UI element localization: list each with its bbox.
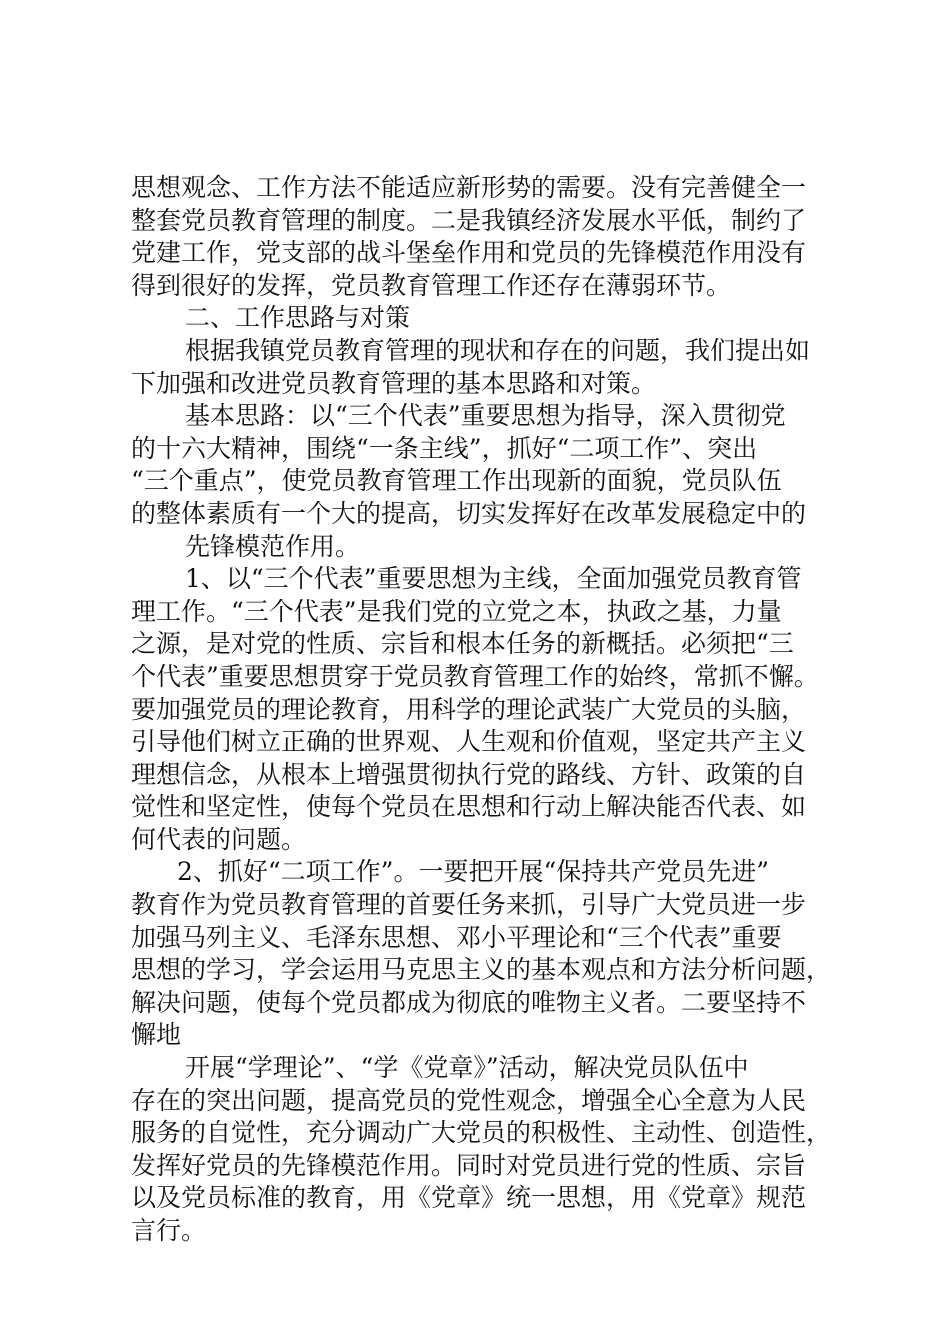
text-line: 二、工作思路与对策 — [185, 303, 411, 333]
text-line: 根据我镇党员教育管理的现状和存在的问题，我们提出如 — [185, 335, 811, 365]
text-line: 之源，是对党的性质、宗旨和根本任务的新概括。必须把“三 — [131, 629, 794, 659]
text-line: 发挥好党员的先锋模范作用。同时对党员进行党的性质、宗旨 — [131, 1150, 807, 1180]
text-line: 以及党员标准的教育，用《党章》统一思想，用《党章》规范 — [131, 1183, 807, 1213]
text-line: 下加强和改进党员教育管理的基本思路和对策。 — [131, 368, 657, 398]
text-line: 要加强党员的理论教育，用科学的理论武装广大党员的头脑， — [131, 694, 807, 724]
text-line: 党建工作，党支部的战斗堡垒作用和党员的先锋模范作用没有 — [131, 238, 807, 268]
document-body — [131, 172, 851, 1248]
text-line: 懈地 — [131, 1020, 182, 1050]
text-line: 觉性和坚定性，使每个党员在思想和行动上解决能否代表、如 — [131, 792, 807, 822]
text-line: 整套党员教育管理的制度。二是我镇经济发展水平低，制约了 — [131, 205, 807, 235]
text-line: 存在的突出问题，提高党员的党性观念，增强全心全意为人民 — [131, 1085, 807, 1115]
text-line: 的十六大精神，围绕“一条主线”，抓好“二项工作”、突出 — [131, 433, 758, 463]
text-line: 基本思路：以“三个代表”重要思想为指导，深入贯彻党 — [185, 401, 786, 431]
text-line: 引导他们树立正确的世界观、人生观和价值观，坚定共产主义 — [131, 727, 807, 757]
text-line: 解决问题，使每个党员都成为彻底的唯物主义者。二要坚持不 — [131, 987, 807, 1017]
text-line: 加强马列主义、毛泽东思想、邓小平理论和“三个代表”重要 — [131, 922, 782, 952]
text-line: 开展“学理论”、“学《党章》”活动，解决党员队伍中 — [185, 1053, 749, 1083]
text-line: 教育作为党员教育管理的首要任务来抓，引导广大党员进一步 — [131, 890, 807, 920]
text-line: 言行。 — [131, 1216, 207, 1245]
text-line: 何代表的问题。 — [131, 824, 307, 854]
text-line: 的整体素质有一个大的提高，切实发挥好在改革发展稳定中的 — [131, 498, 807, 528]
text-line: 得到很好的发挥，党员教育管理工作还存在薄弱环节。 — [131, 270, 732, 300]
text-line: 思想观念、工作方法不能适应新形势的需要。没有完善健全一 — [131, 173, 807, 202]
text-line: 个代表”重要思想贯穿于党员教育管理工作的始终，常抓不懈。 — [131, 661, 819, 691]
text-line: 理想信念，从根本上增强贯彻执行党的路线、方针、政策的自 — [131, 759, 807, 789]
text-line: 理工作。“三个代表”是我们党的立党之本，执政之基，力量 — [131, 596, 782, 626]
text-line: 先锋模范作用。 — [185, 531, 361, 561]
text-line: 思想的学习，学会运用马克思主义的基本观点和方法分析问题， — [131, 955, 832, 985]
text-line: 2、抓好“二项工作”。一要把开展“保持共产党员先进” — [177, 857, 770, 887]
text-line: 服务的自觉性，充分调动广大党员的积极性、主动性、创造性， — [131, 1118, 832, 1148]
text-line: “三个重点”，使党员教育管理工作出现新的面貌，党员队伍 — [131, 466, 782, 496]
text-line: 1、以“三个代表”重要思想为主线，全面加强党员教育管 — [185, 564, 802, 594]
